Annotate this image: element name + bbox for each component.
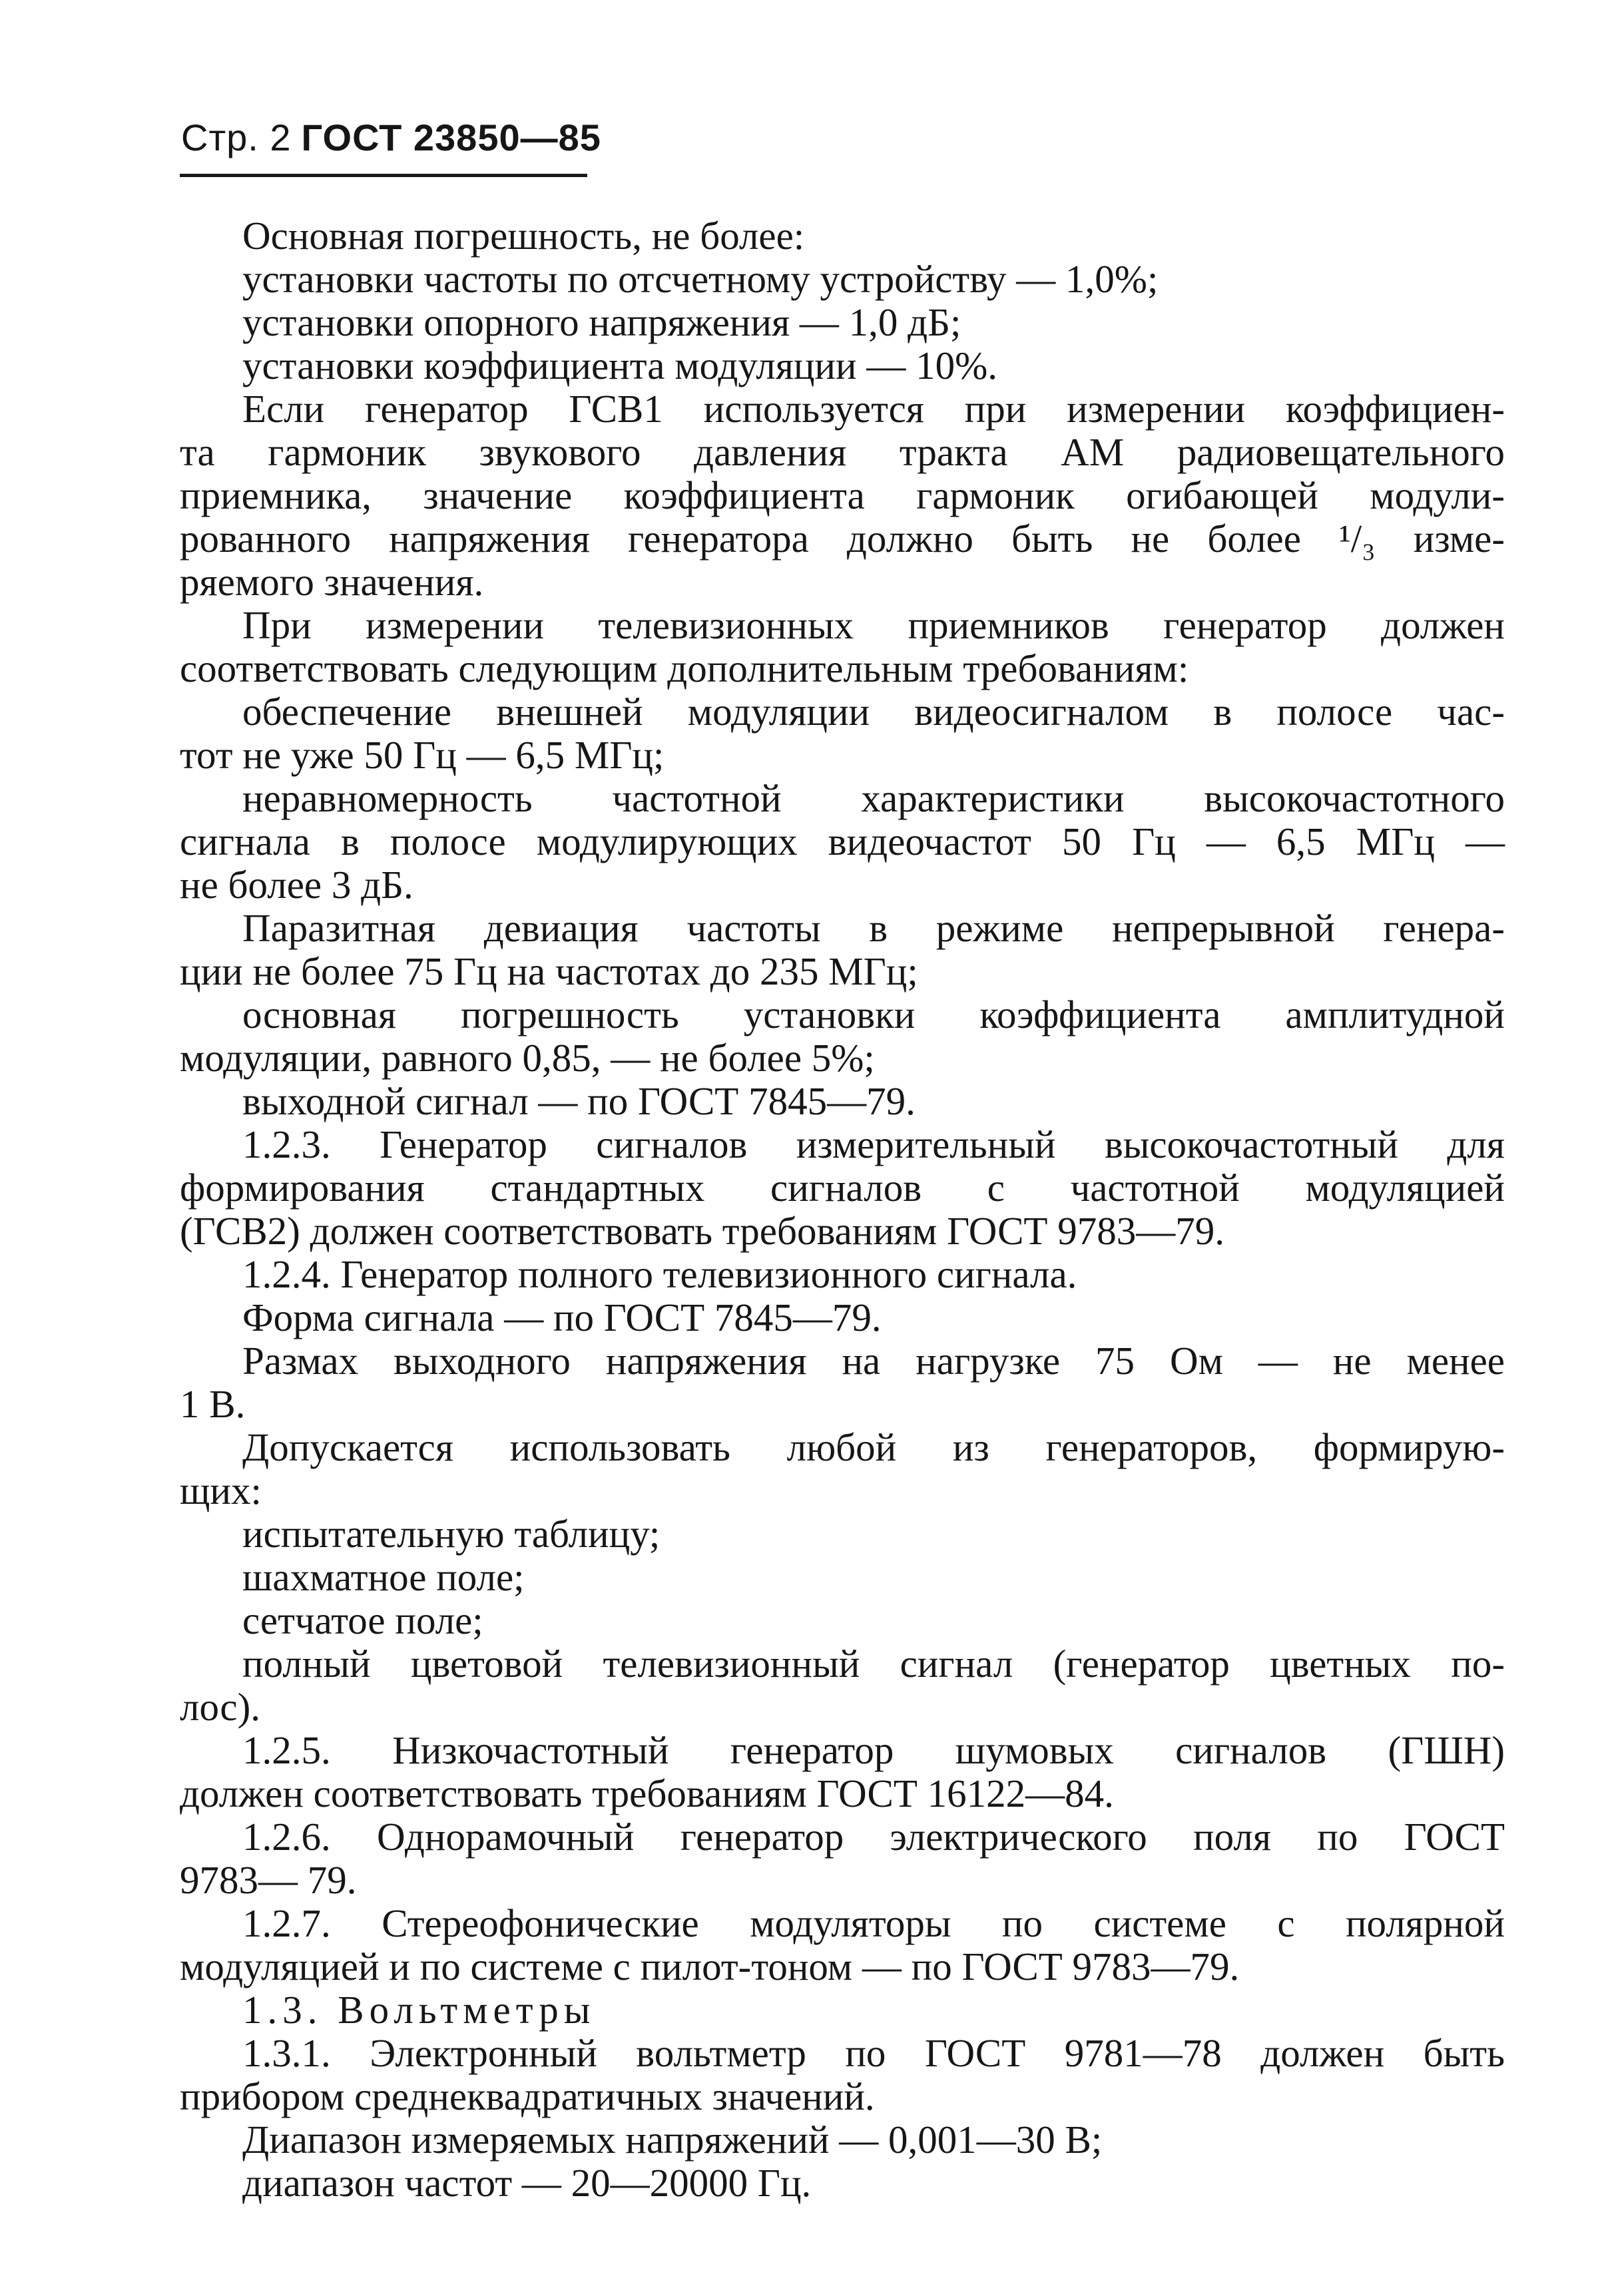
text-line: основная погрешность установки коэффициента амплитудной	[242, 993, 1505, 1036]
standard-designation: ГОСТ 23850—85	[301, 116, 601, 158]
text-line: При измерении телевизионных приемников генератор должен	[242, 603, 1505, 647]
text-line: Паразитная девиация частоты в режиме непрерывной генера-	[242, 906, 1505, 950]
text-line: Основная погрешность, не более:	[242, 214, 805, 258]
text-line: сигнала в полосе модулирующих видеочастот 50 Гц — 6,5 МГц —	[180, 819, 1505, 863]
text-line: неравномерность частотной характеристики высокочастотного	[242, 776, 1505, 820]
text-line: модуляции, равного 0,85, — не более 5%;	[180, 1036, 875, 1080]
header-rule	[180, 174, 587, 177]
body-text	[180, 214, 1505, 2205]
text-line: Размах выходного напряжения на нагрузке 75 Ом — не менее	[242, 1339, 1505, 1383]
text-line: испытательную таблицу;	[242, 1512, 661, 1556]
text-line: 1 В.	[180, 1382, 246, 1426]
text-line: обеспечение внешней модуляции видеосигналом в полосе час-	[242, 690, 1505, 734]
text-line: не более 3 дБ.	[180, 863, 413, 907]
text-line: рованного напряжения генератора должно быть не более ¹/₃ изме-	[180, 517, 1505, 561]
text-line: установки частоты по отсчетному устройству — 1,0%;	[242, 257, 1159, 301]
text-line: 1.2.3. Генератор сигналов измерительный высокочастотный для	[242, 1122, 1505, 1166]
text-line: сетчатое поле;	[242, 1598, 483, 1642]
text-line: щих:	[180, 1469, 262, 1512]
text-line: 1.3.1. Электронный вольтметр по ГОСТ 9781—78 должен быть	[242, 2031, 1505, 2075]
text-line: модуляцией и по системе с пилот-тоном — по ГОСТ 9783—79.	[180, 1945, 1240, 1988]
page-number: Стр. 2	[181, 116, 292, 158]
text-line: ции не более 75 Гц на частотах до 235 МГц;	[180, 949, 918, 993]
text-line: 1.2.6. Однорамочный генератор электрического поля по ГОСТ	[242, 1815, 1505, 1859]
text-line: Если генератор ГСВ1 используется при измерении коэффициен-	[242, 387, 1505, 431]
text-line: тот не уже 50 Гц — 6,5 МГц;	[180, 733, 665, 777]
text-line: выходной сигнал — по ГОСТ 7845—79.	[242, 1079, 916, 1123]
text-line: Допускается использовать любой из генераторов, формирую-	[242, 1425, 1505, 1469]
text-line: прибором среднеквадратичных значений.	[180, 2074, 875, 2118]
text-line: шахматное поле;	[242, 1555, 525, 1599]
text-line: диапазон частот — 20—20000 Гц.	[242, 2161, 812, 2205]
text-line: лос).	[180, 1685, 260, 1729]
text-line: 1.3. Вольтметры	[242, 1988, 596, 2032]
text-line: должен соответствовать требованиям ГОСТ 16122—84.	[180, 1771, 1114, 1815]
text-line: 1.2.4. Генератор полного телевизионного сигнала.	[242, 1252, 1077, 1296]
text-line: та гармоник звукового давления тракта АМ радиовещательного	[180, 430, 1505, 474]
text-line: установки коэффициента модуляции — 10%.	[242, 344, 997, 387]
text-line: 1.2.5. Низкочастотный генератор шумовых сигналов (ГШН)	[242, 1728, 1505, 1772]
text-line: приемника, значение коэффициента гармоник огибающей модули-	[180, 473, 1505, 517]
text-line: 9783— 79.	[180, 1858, 357, 1902]
text-line: (ГСВ2) должен соответствовать требованиям ГОСТ 9783—79.	[180, 1209, 1224, 1253]
text-line: Диапазон измеряемых напряжений — 0,001—30 В;	[242, 2118, 1103, 2162]
text-line: ряемого значения.	[180, 560, 484, 604]
text-line: полный цветовой телевизионный сигнал (генератор цветных по-	[242, 1642, 1505, 1686]
text-line: Форма сигнала — по ГОСТ 7845—79.	[242, 1295, 882, 1339]
text-line: формирования стандартных сигналов с частотной модуляцией	[180, 1166, 1505, 1210]
text-line: 1.2.7. Стереофонические модуляторы по системе с полярной	[242, 1901, 1505, 1945]
text-line: соответствовать следующим дополнительным требованиям:	[180, 646, 1189, 690]
text-line: установки опорного напряжения — 1,0 дБ;	[242, 300, 961, 344]
page-header	[181, 115, 601, 162]
